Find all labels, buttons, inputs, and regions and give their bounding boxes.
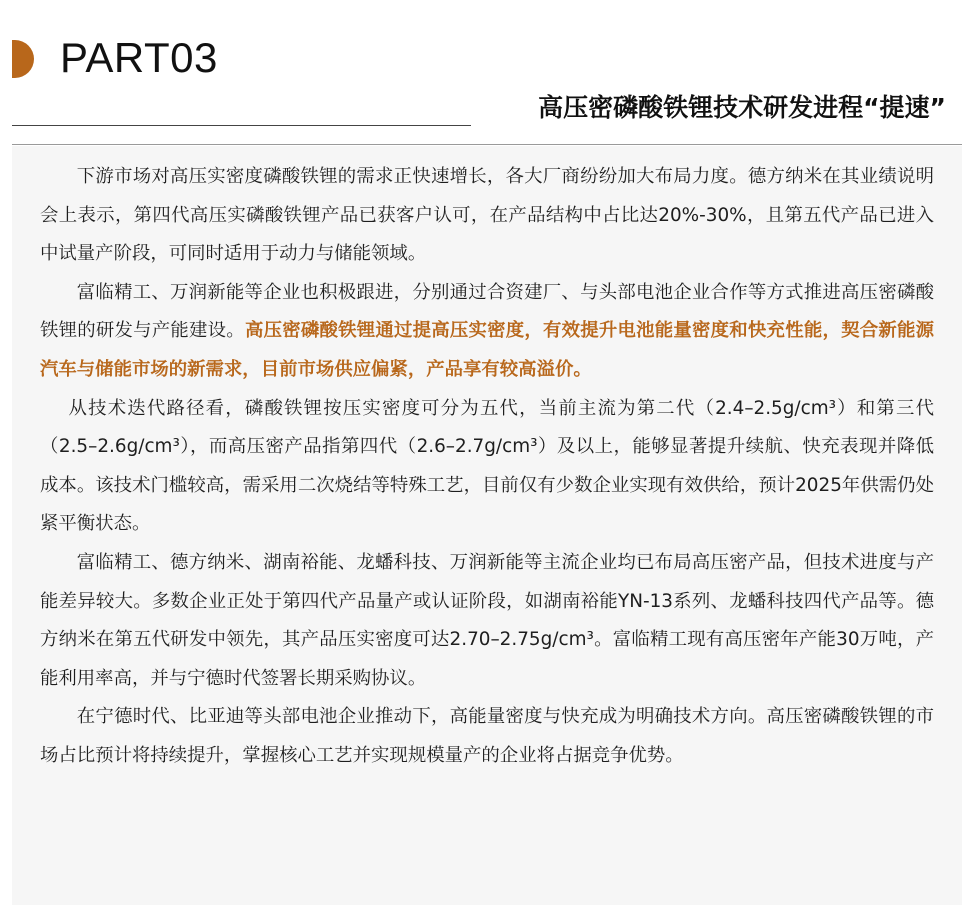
paragraph-text: 富临精工、万润新能等企业也积极跟进，分别通过合资建厂、与头部电池企业合作等方式推进高压密磷酸铁锂的研发与产能建设。 bbox=[40, 281, 934, 342]
paragraph-text: 从技术迭代路径看，磷酸铁锂按压实密度可分为五代，当前主流为第二代（2.4–2.5g/cm³）和第三代（2.5–2.6g/cm³），而高压密产品指第四代（2.6–2.7g/cm³）及以上，能够显著提升续航、快充表现并降低成本。该技术门槛较高，需采用二次烧结等特殊工艺，目前仅有少数企业实现有效供给，预计2025年供需仍处紧平衡状态。 bbox=[40, 397, 934, 535]
part-label: PART03 bbox=[60, 34, 218, 81]
highlighted-text: 高压密磷酸铁锂通过提高压实密度，有效提升电池能量密度和快充性能，契合新能源汽车与储能市场的新需求，目前市场供应偏紧，产品享有较高溢价。 bbox=[40, 320, 934, 380]
paragraph bbox=[40, 698, 934, 775]
paragraph-text: 在宁德时代、比亚迪等头部电池企业推动下，高能量密度与快充成为明确技术方向。高压密磷酸铁锂的市场占比预计将持续提升，掌握核心工艺并实现规模量产的企业将占据竞争优势。 bbox=[40, 706, 934, 766]
article-body bbox=[40, 158, 934, 776]
section-title: 高压密磷酸铁锂技术研发进程“提速” bbox=[538, 93, 946, 122]
paragraph-text: 富临精工、德方纳米、湖南裕能、龙蟠科技、万润新能等主流企业均已布局高压密产品，但技术进度与产能差异较大。多数企业正处于第四代产品量产或认证阶段，如湖南裕能YN-13系列、龙蟠科技四代产品等。德方纳米在第五代研发中领先，其产品压实密度可达2.70–2.75g/cm³。富临精工现有高压密年产能30万吨，产能利用率高，并与宁德时代签署长期采购协议。 bbox=[40, 551, 934, 689]
header-divider bbox=[12, 144, 962, 145]
paragraph bbox=[40, 544, 934, 698]
paragraph bbox=[40, 158, 934, 274]
title-underline bbox=[12, 125, 471, 126]
paragraph-text: 下游市场对高压实密度磷酸铁锂的需求正快速增长，各大厂商纷纷加大布局力度。德方纳米在其业绩说明会上表示，第四代高压实磷酸铁锂产品已获客户认可，在产品结构中占比达20%-30%，且第五代产品已进入中试量产阶段，可同时适用于动力与储能领域。 bbox=[40, 166, 934, 265]
part-marker-icon bbox=[12, 40, 34, 78]
paragraph bbox=[40, 274, 934, 390]
paragraph bbox=[40, 390, 934, 544]
